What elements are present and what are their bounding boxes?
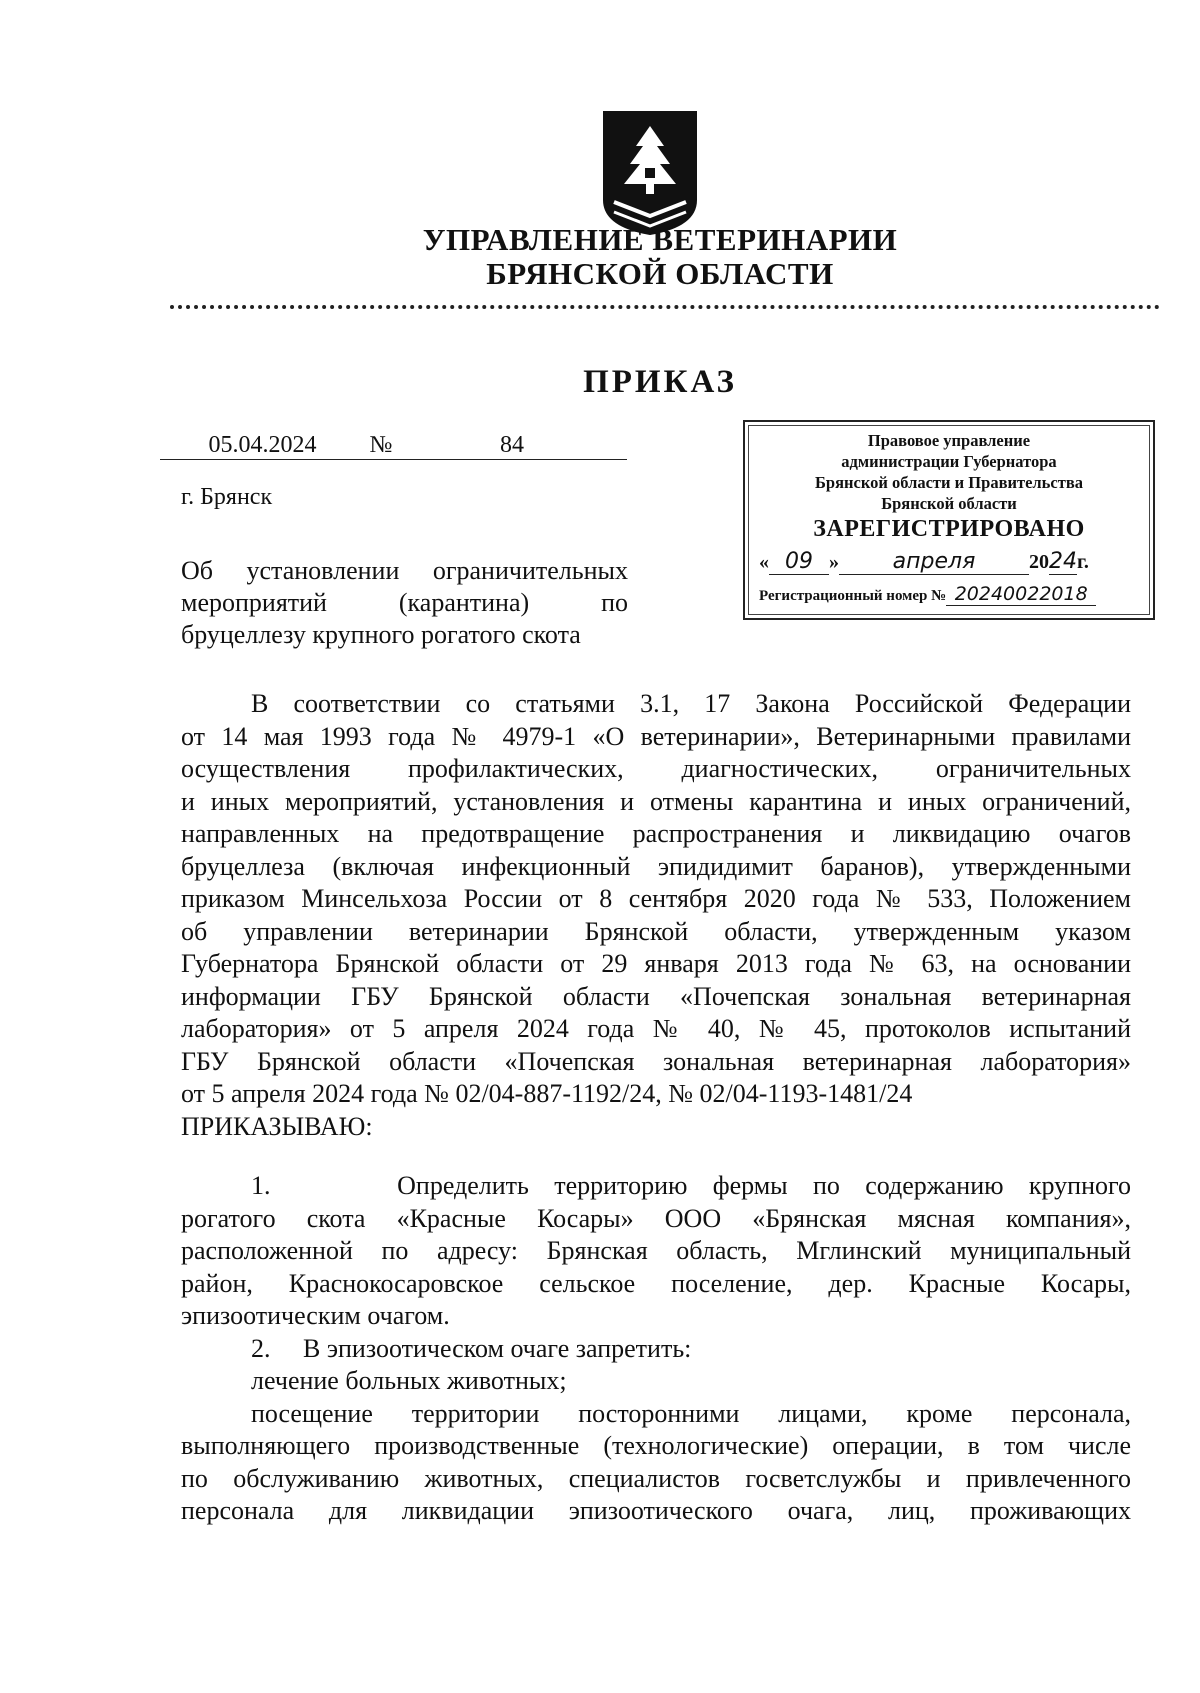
preamble-line: бруцеллеза (включая инфекционный эпидидимит баранов), утвержденными [181,851,1131,881]
stamp-reg-number: 20240022018 [946,583,1096,606]
stamp-day: 09 [769,549,829,575]
stamp-month: апреля [839,549,1029,575]
item-1-line: 1. Определить территорию фермы по содержанию крупного [251,1171,1131,1200]
stamp-registered: ЗАРЕГИСТРИРОВАНО [813,516,1085,542]
item-2-sub2-line: посещение территории посторонними лицами, кроме персонала, [251,1398,1131,1428]
preamble-line: от 5 апреля 2024 года № 02/04-887-1192/24, № 02/04-1193-1481/24 [181,1079,913,1108]
order-word: ПРИКАЗЫВАЮ: [181,1111,373,1141]
org-name-line1: УПРАВЛЕНИЕ ВЕТЕРИНАРИИ [422,222,898,257]
item-1-line: эпизоотическим очагом. [181,1301,450,1330]
header-divider [170,305,1160,309]
stamp-reg-line [745,583,1153,606]
preamble-line: информации ГБУ Брянской области «Почепская зональная ветеринарная [181,981,1131,1011]
preamble-line: ГБУ Брянской области «Почепская зональная ветеринарная лаборатория» [181,1046,1131,1076]
preamble-line: и иных мероприятий, установления и отмены карантина и иных ограничений, [181,786,1131,816]
org-name-line2: БРЯНСКОЙ ОБЛАСТИ [486,256,834,291]
subject-line: бруцеллезу крупного рогатого скота [181,620,581,649]
item-1-line: рогатого скота «Красные Косары» ООО «Брянская мясная компания», [181,1203,1131,1233]
preamble-line: об управлении ветеринарии Брянской области, утвержденным указом [181,916,1131,946]
stamp-line: Брянской области [881,494,1017,513]
preamble-line: лаборатория» от 5 апреля 2024 года № 40, № 45, протоколов испытаний [181,1014,1131,1043]
item-1-line: район, Краснокосаровское сельское поселение, дер. Красные Косары, [181,1268,1131,1298]
date-number-line [160,432,630,460]
preamble-line: от 14 мая 1993 года № 4979-1 «О ветеринарии», Ветеринарными правилами [181,721,1131,751]
subject-line: мероприятий (карантина) по [181,588,628,617]
document-subject [181,555,628,651]
stamp-reg-label: Регистрационный номер № [759,588,947,604]
number-label: № [365,432,397,460]
stamp-line: администрации Губернатора [841,452,1057,471]
stamp-date-line: « 09 » апреля 2024г. [759,549,1089,574]
item-2-sub2-line: по обслуживанию животных, специалистов госветслужбы и привлеченного [181,1463,1131,1493]
coat-of-arms-icon [600,108,700,238]
registration-stamp [743,420,1155,620]
stamp-line: Правовое управление [867,431,1031,450]
item-2-sub2-line: выполняющего производственные (технологические) операции, в том числе [181,1431,1131,1460]
subject-line: Об установлении ограничительных [181,556,628,585]
item-2-sub2-line: персонала для ликвидации эпизоотического очага, лиц, проживающих [181,1496,1131,1525]
stamp-line: Брянской области и Правительства [815,473,1083,492]
stamp-year: 24 [1049,549,1077,574]
city: г. Брянск [181,484,273,510]
preamble-line: В соответствии со статьями 3.1, 17 Закона Российской Федерации [251,689,1131,718]
preamble-line: Губернатора Брянской области от 29 января 2013 года № 63, на основании [181,949,1131,978]
preamble-line: приказом Минсельхоза России от 8 сентября 2020 года № 533, Положением [181,884,1131,913]
preamble-line: направленных на предотвращение распространения и ликвидацию очагов [181,819,1131,848]
document-date: 05.04.2024 [160,432,365,460]
preamble-line: осуществления профилактических, диагностических, ограничительных [181,754,1131,783]
item-2-title: 2. В эпизоотическом очаге запретить: [251,1333,692,1363]
item-2-sub1: лечение больных животных; [251,1366,567,1395]
document-number: 84 [397,432,627,460]
item-1 [181,1170,1131,1528]
item-1-line: расположенной по адресу: Брянская область, Мглинский муниципальный [181,1236,1131,1265]
document-title: ПРИКАЗ [583,364,737,400]
preamble [181,688,1131,1143]
